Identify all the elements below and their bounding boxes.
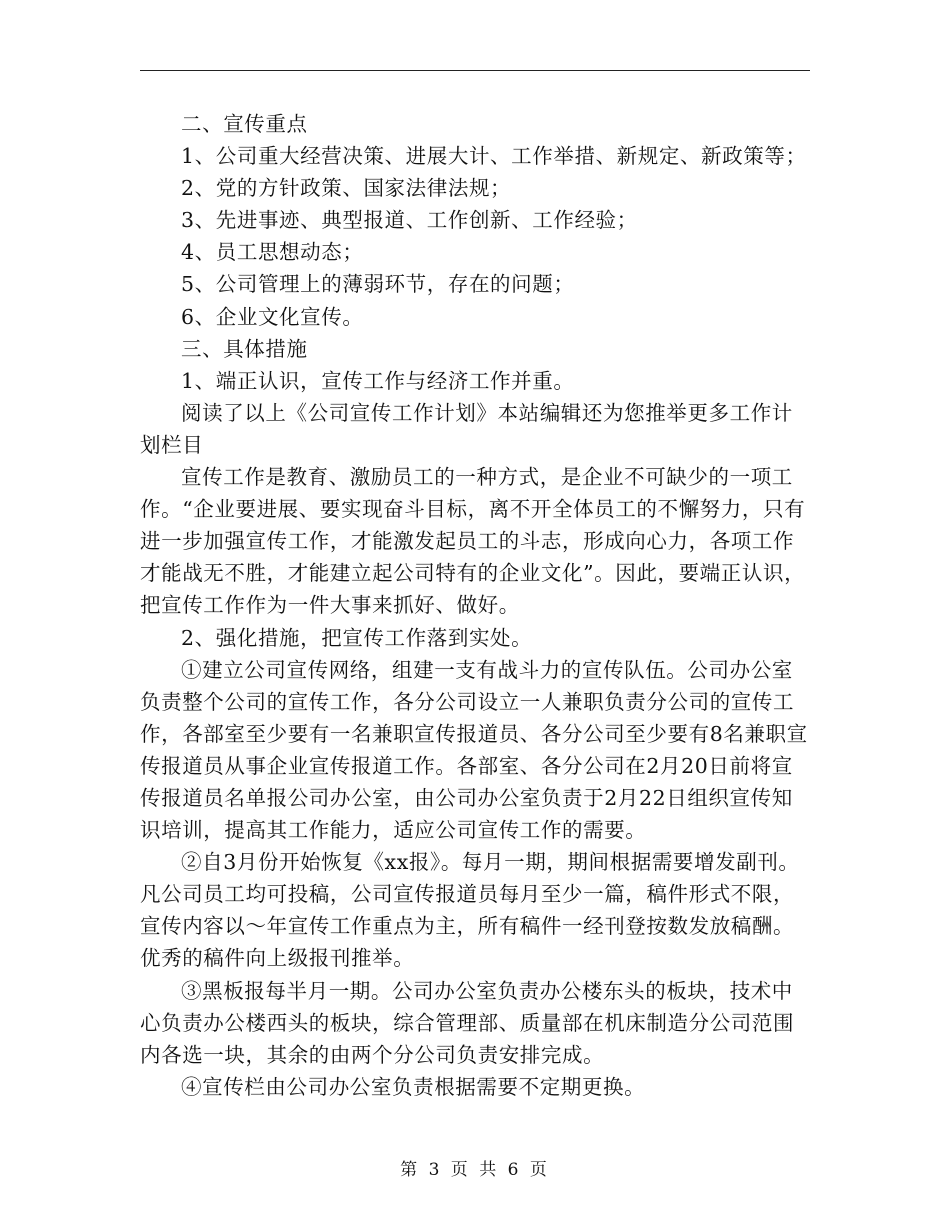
page-number: 第 3 页 共 6 页: [400, 1160, 550, 1180]
section-heading-measures: 三、具体措施: [181, 336, 308, 361]
list-item: 1、端正认识，宣传工作与经济工作并重。: [181, 368, 575, 393]
paragraph: ①建立公司宣传网络，组建一支有战斗力的宣传队伍。公司办公室负责整个公司的宣传工作，各分公司设立一人兼职负责分公司的宣传工作，各部室至少要有一名兼职宣传报道员、各分公司至少要有8名兼职宣传报道员从事企业宣传报道工作。各部室、各分公司在2月20日前将宣传报道员名单报公司办公室，由公司办公室负责于2月22日组织宣传知识培训，提高其工作能力，适应公司宣传工作的需要。: [140, 657, 808, 843]
section-heading-publicity-focus: 二、宣传重点: [181, 112, 308, 136]
paragraph: ②自3月份开始恢复《xx报》。每月一期，期间根据需要增发副刊。凡公司员工均可投稿，公司宣传报道员每月至少一篇，稿件形式不限，宣传内容以～年宣传工作重点为主，所有稿件一经刊登按数发放稿酬。优秀的稿件向上级报刊推举。: [140, 850, 800, 971]
list-item: 4、员工思想动态；: [181, 240, 364, 265]
list-item: 1、公司重大经营决策、进展大计、工作举措、新规定、新政策等；: [181, 144, 807, 169]
paragraph: 宣传工作是教育、激励员工的一种方式，是企业不可缺少的一项工作。“企业要进展、要实现奋斗目标，离不开全体员工的不懈努力，只有进一步加强宣传工作，才能激发起员工的斗志，形成向心力，各项工作才能战无不胜，才能建立起公司特有的企业文化”。因此，要端正认识，把宣传工作作为一件大事来抓好、做好。: [140, 465, 806, 618]
paragraph: ③黑板报每半月一期。公司办公室负责办公楼东头的板块，技术中心负责办公楼西头的板块，综合管理部、质量部在机床制造分公司范围内各选一块，其余的由两个分公司负责安排完成。: [140, 978, 795, 1067]
list-item: 2、强化措施，把宣传工作落到实处。: [181, 625, 533, 650]
paragraph: 阅读了以上《公司宣传工作计划》本站编辑还为您推举更多工作计划栏目: [140, 400, 793, 457]
list-item: 2、党的方针政策、国家法律法规；: [181, 176, 512, 201]
document-body: [140, 108, 810, 1103]
list-item: 5、公司管理上的薄弱环节，存在的问题；: [181, 272, 575, 297]
list-item: 6、企业文化宣传。: [181, 304, 364, 329]
list-item: 3、先进事迹、典型报道、工作创新、工作经验；: [181, 208, 638, 233]
header-rule: [140, 70, 810, 71]
paragraph: ④宣传栏由公司办公室负责根据需要不定期更换。: [181, 1074, 646, 1099]
